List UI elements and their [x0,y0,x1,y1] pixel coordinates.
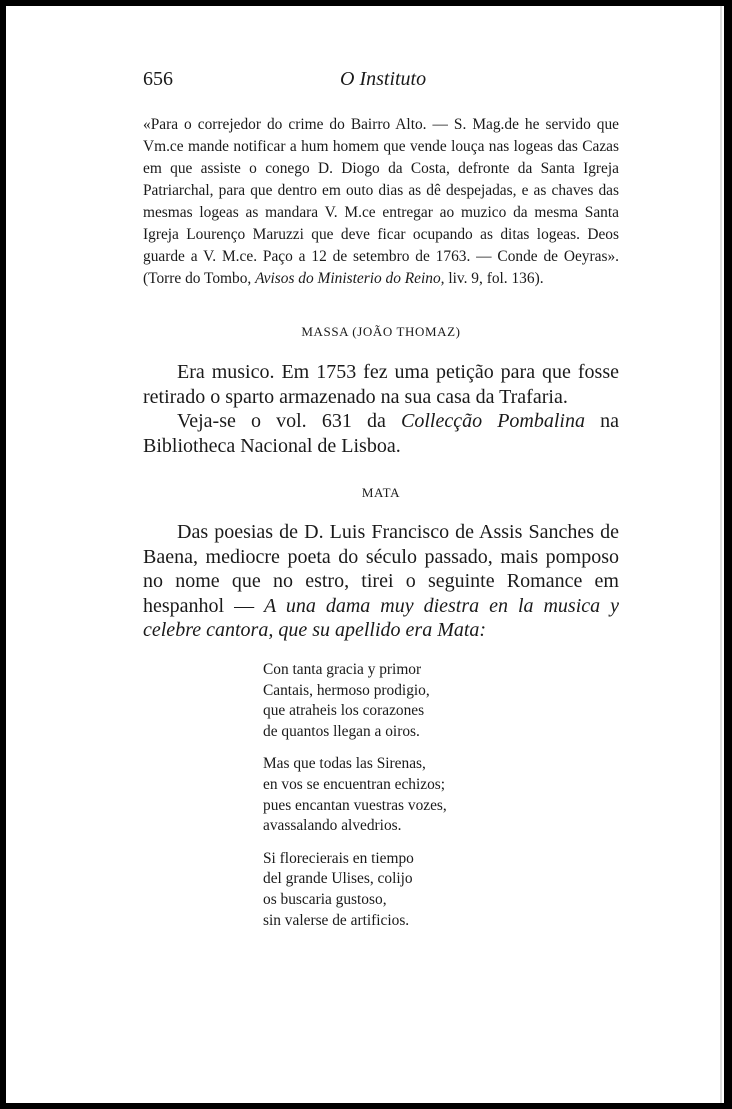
poem-line: pues encantan vuestras vozes, [263,796,447,814]
section-heading-mata: MATA [361,485,401,500]
letter-quotation [143,114,619,290]
letter-reference: liv. 9, fol. 136). [444,270,544,287]
page-edge [720,6,722,1103]
poem-line: os buscaria gustoso, [263,890,387,908]
section-body-mata [143,520,619,643]
letter-text: «Para o correjedor do crime do Bairro Alto. — S. Mag.de he servido que Vm.ce mande notificar a hum homem que vende louça nas logeas das Cazas em que assiste o conego D. Diogo da Costa, defronte da Santa Igreja Patriarchal, para que dentro em outo dias as dê despejadas, e as chaves das mesmas logeas as mandara V. M.ce entregar ao muzico da mesma Santa Igreja Lourenço Maruzzi que deve ficar ocupando as ditas logeas. Deos guarde a V. M.ce. Paço a 12 de setembro de 1763. — Conde de Oeyras». (Torre do Tombo, [143,116,619,287]
poem-stanza-1 [263,660,447,742]
poem-line: Si florecierais en tiempo [263,849,414,867]
poem-line: que atraheis los corazones [263,702,425,720]
page-header [143,68,619,94]
poem-stanza-2 [263,754,447,836]
page-number: 656 [143,68,173,90]
poem-line: de quantos llegan a oiros. [263,722,420,740]
poem [263,660,447,943]
massa-para2-title: Collecção Pombalina [400,410,585,433]
running-title: O Instituto [340,68,427,90]
section-body-massa [143,360,619,458]
letter-source: Avisos do Ministerio do Reino, [255,270,445,287]
letter-paragraph [143,114,619,290]
poem-stanza-3 [263,849,447,931]
poem-line: del grande Ulises, colijo [263,870,413,888]
poem-line: avassalando alvedrios. [263,817,402,835]
poem-line: sin valerse de artificios. [263,911,410,929]
massa-para2-end: na Bibliotheca Nacional de Lisboa. [143,410,619,457]
massa-paragraph-2 [143,409,619,458]
poem-line: Con tanta gracia y primor [263,661,422,678]
section-heading-massa: MASSA (JOÃO THOMAZ) [301,324,461,339]
poem-line: Mas que todas las Sirenas, [263,755,426,773]
massa-paragraph-1: Era musico. Em 1753 fez uma petição para que fosse retirado o sparto armazenado na sua casa da Trafaria. [143,361,619,408]
mata-para-title: A una dama muy diestra en la musica y celebre cantora, que su apellido era Mata: [143,594,619,642]
poem-line: Cantais, hermoso prodigio, [263,681,430,699]
poem-line: en vos se encuentran echizos; [263,775,446,793]
book-page [6,6,724,1103]
mata-paragraph [143,520,619,643]
massa-para2-text: Veja-se o vol. 631 da [177,410,401,433]
mata-para-text: Das poesias de D. Luis Francisco de Assis Sanches de Baena, mediocre poeta do século passado, mais pomposo no nome que no estro, tirei o seguinte Romance em hespanhol — [143,521,619,617]
